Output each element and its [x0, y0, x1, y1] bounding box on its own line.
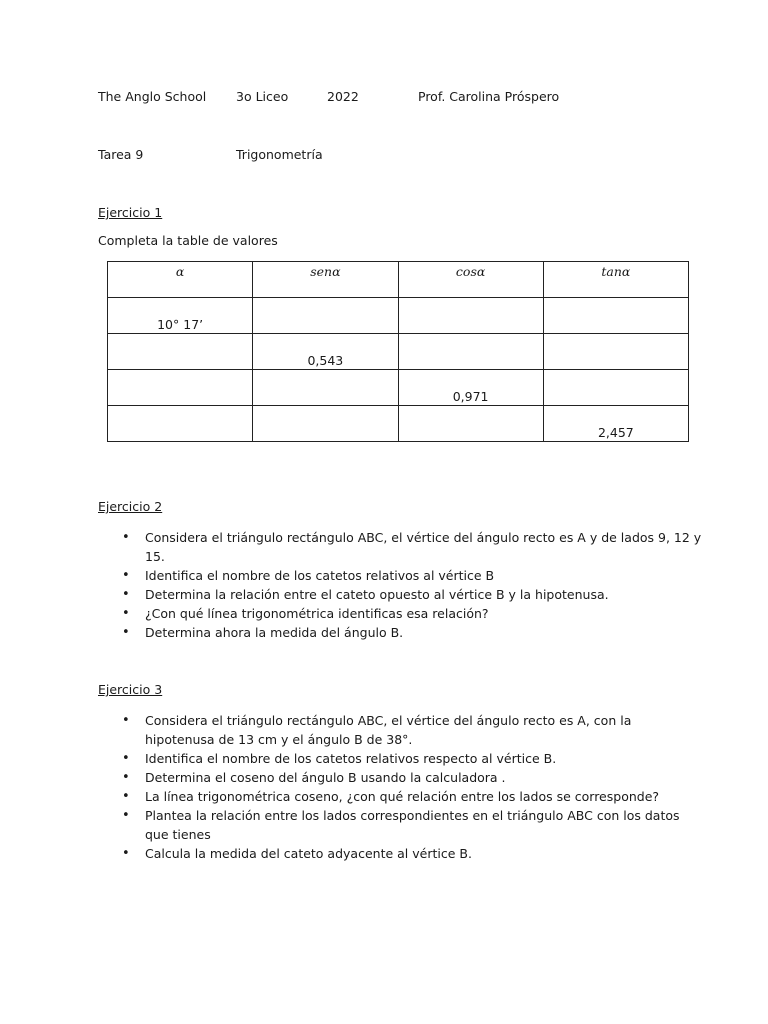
list-item: • Plantea la relación entre los lados correspondientes en el triángulo ABC con los datos que tienes [122, 806, 702, 844]
table-cell[interactable]: 10° 17’ [108, 298, 253, 334]
table-cell[interactable] [398, 334, 543, 370]
teacher-name: Prof. Carolina Próspero [418, 89, 560, 104]
table-row [108, 370, 689, 406]
exercise-1-title: Ejercicio 1 [98, 205, 163, 220]
list-item: • Considera el triángulo rectángulo ABC, el vértice del ángulo recto es A, con la hipotenusa de 13 cm y el ángulo B de 38°. [122, 711, 702, 749]
header-alpha: α [108, 262, 253, 298]
table-cell[interactable] [108, 334, 253, 370]
task-label: Tarea 9 [98, 147, 144, 162]
table-cell[interactable] [543, 370, 688, 406]
list-item: • Considera el triángulo rectángulo ABC, el vértice del ángulo recto es A y de lados 9, 12 y 15. [122, 528, 702, 566]
table-cell[interactable] [108, 370, 253, 406]
table-cell[interactable]: 2,457 [543, 406, 688, 442]
table-cell[interactable] [398, 298, 543, 334]
list-item: • ¿Con qué línea trigonométrica identificas esa relación? [122, 604, 702, 623]
header-tan: tanα [543, 262, 688, 298]
exercise-3-title: Ejercicio 3 [98, 682, 163, 697]
list-item: • Determina la relación entre el cateto opuesto al vértice B y la hipotenusa. [122, 585, 702, 604]
table-cell[interactable] [253, 406, 398, 442]
table-cell[interactable]: 0,971 [398, 370, 543, 406]
grade-label: 3o Liceo [236, 89, 289, 104]
school-name: The Anglo School [98, 89, 207, 104]
values-table [107, 261, 689, 442]
subject-label: Trigonometría [236, 147, 323, 162]
exercise-2-title: Ejercicio 2 [98, 499, 163, 514]
year-label: 2022 [327, 89, 359, 104]
list-item: • Calcula la medida del cateto adyacente al vértice B. [122, 844, 702, 863]
table-header-row [108, 262, 689, 298]
table-cell[interactable] [543, 334, 688, 370]
table-cell[interactable] [253, 370, 398, 406]
table-row [108, 406, 689, 442]
table-cell[interactable] [398, 406, 543, 442]
list-item: • Determina el coseno del ángulo B usando la calculadora . [122, 768, 702, 787]
list-item: • Identifica el nombre de los catetos relativos al vértice B [122, 566, 702, 585]
exercise-2-list [122, 528, 702, 642]
header-cos: cosα [398, 262, 543, 298]
table-cell[interactable]: 0,543 [253, 334, 398, 370]
table-cell[interactable] [253, 298, 398, 334]
table-cell[interactable] [108, 406, 253, 442]
table-row [108, 298, 689, 334]
list-item: • Identifica el nombre de los catetos relativos respecto al vértice B. [122, 749, 702, 768]
list-item: • La línea trigonométrica coseno, ¿con qué relación entre los lados se corresponde? [122, 787, 702, 806]
exercise-1-instruction: Completa la table de valores [98, 233, 278, 248]
table-cell[interactable] [543, 298, 688, 334]
table-row [108, 334, 689, 370]
header-sin: senα [253, 262, 398, 298]
list-item: • Determina ahora la medida del ángulo B. [122, 623, 702, 642]
exercise-3-list [122, 711, 702, 863]
